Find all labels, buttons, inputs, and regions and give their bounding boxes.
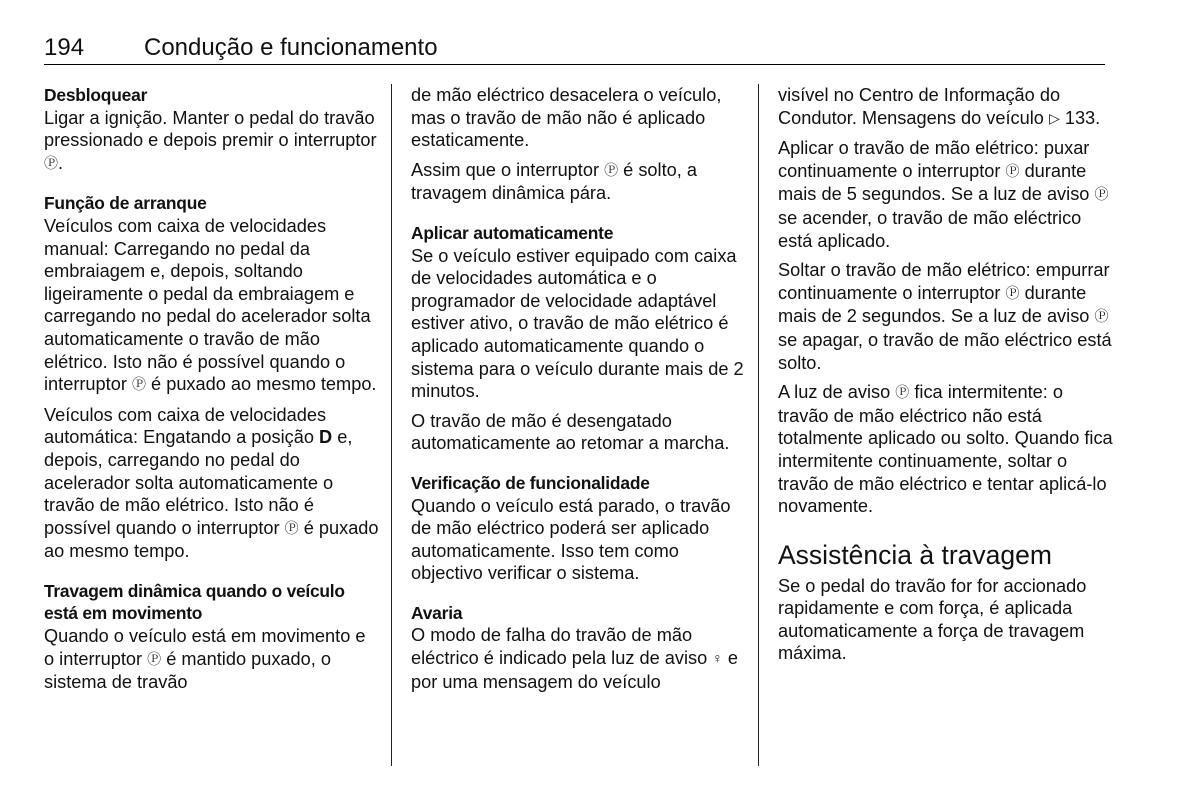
paragraph: Veículos com caixa de velocidades manual: Carregando no pedal da embraiagem e, depois, soltando ligeiramente o pedal da embraiagem e carregando no pedal do acelerador solta automaticamente o travão de mão elétrico. Isto não é possível quando o interruptor Ⓟ é puxado ao mesmo tempo. [44, 215, 377, 395]
column-3 [778, 84, 1113, 672]
column-divider [391, 84, 392, 766]
page-reference[interactable]: 133. [1064, 107, 1101, 128]
heading-avaria: Avaria [411, 602, 463, 623]
parking-switch-icon: Ⓟ [284, 519, 299, 536]
page-title: Condução e funcionamento [144, 34, 438, 61]
column-divider [758, 84, 759, 766]
paragraph: Assim que o interruptor Ⓟ é solto, a travagem dinâmica pára. [411, 159, 697, 204]
paragraph: Veículos com caixa de velocidades automática: Engatando a posição D e, depois, carregando no pedal do acelerador solta automaticamente o travão de mão elétrico. Isto não é possível quando o interruptor Ⓟ é puxado ao mesmo tempo. [44, 404, 379, 562]
heading-travagem-dinamica: Travagem dinâmica quando o veículo está em movimento [44, 580, 345, 624]
warning-light-icon: ♀ [712, 650, 723, 667]
paragraph: Ligar a ignição. Manter o pedal do travão pressionado e depois premir o interruptor Ⓟ. [44, 107, 377, 173]
parking-switch-icon: Ⓟ [1094, 186, 1109, 203]
column-1 [44, 84, 379, 701]
paragraph: O modo de falha do travão de mão eléctrico é indicado pela luz de aviso ♀ e por uma mensagem do veículo [411, 625, 738, 692]
heading-funcao-arranque: Função de arranque [44, 193, 207, 214]
parking-switch-icon: Ⓟ [1094, 308, 1109, 325]
heading-verificacao: Verificação de funcionalidade [411, 472, 650, 493]
paragraph: Aplicar o travão de mão elétrico: puxar continuamente o interruptor Ⓟ durante mais de 5 segundos. Se a luz de aviso Ⓟ se acender, o travão de mão eléctrico está aplicado. [778, 138, 1109, 251]
heading-aplicar-automaticamente: Aplicar automaticamente [411, 222, 614, 243]
page-header [44, 34, 1105, 65]
section-title-assistencia: Assistência à travagem [778, 539, 1052, 570]
page-number: 194 [44, 34, 85, 61]
parking-switch-icon: Ⓟ [895, 384, 910, 401]
parking-switch-icon: Ⓟ [131, 376, 146, 393]
paragraph: Se o pedal do travão for for accionado rapidamente e com força, é aplicada automaticamente a força de travagem máxima. [778, 575, 1087, 664]
gear-position: D [319, 427, 333, 448]
parking-switch-icon: Ⓟ [1005, 162, 1020, 179]
paragraph: Quando o veículo está parado, o travão de mão eléctrico poderá ser aplicado automaticamente. Isso tem como objectivo verificar o sistema. [411, 495, 731, 584]
paragraph: A luz de aviso Ⓟ fica intermitente: o travão de mão eléctrico não está totalmente aplicado ou solto. Quando fica intermitente continuamente, soltar o travão de mão eléctrico e tentar aplicá-lo novamente. [778, 382, 1113, 517]
paragraph: Soltar o travão de mão elétrico: empurrar continuamente o interruptor Ⓟ durante mais de 2 segundos. Se a luz de aviso Ⓟ se apagar, o travão de mão eléctrico está solto. [778, 260, 1112, 373]
heading-desbloquear: Desbloquear [44, 85, 148, 105]
paragraph: visível no Centro de Informação do Condutor. Mensagens do veículo ▷ 133. [778, 85, 1101, 128]
reference-arrow-icon: ▷ [1048, 109, 1060, 126]
paragraph: de mão eléctrico desacelera o veículo, mas o travão de mão não é aplicado estaticamente. [411, 85, 722, 151]
parking-switch-icon: Ⓟ [1005, 284, 1020, 301]
paragraph: O travão de mão é desengatado automaticamente ao retomar a marcha. [411, 410, 730, 454]
parking-switch-icon: Ⓟ [44, 154, 58, 171]
column-2 [411, 84, 746, 700]
parking-switch-icon: Ⓟ [147, 650, 162, 667]
paragraph: Quando o veículo está em movimento e o interruptor Ⓟ é mantido puxado, o sistema de travão [44, 626, 366, 693]
parking-switch-icon: Ⓟ [604, 161, 619, 178]
paragraph: Se o veículo estiver equipado com caixa de velocidades automática e o programador de velocidade adaptável estiver ativo, o travão de mão elétrico é aplicado automaticamente quando o sistema para o veículo durante mais de 2 minutos. [411, 245, 744, 402]
